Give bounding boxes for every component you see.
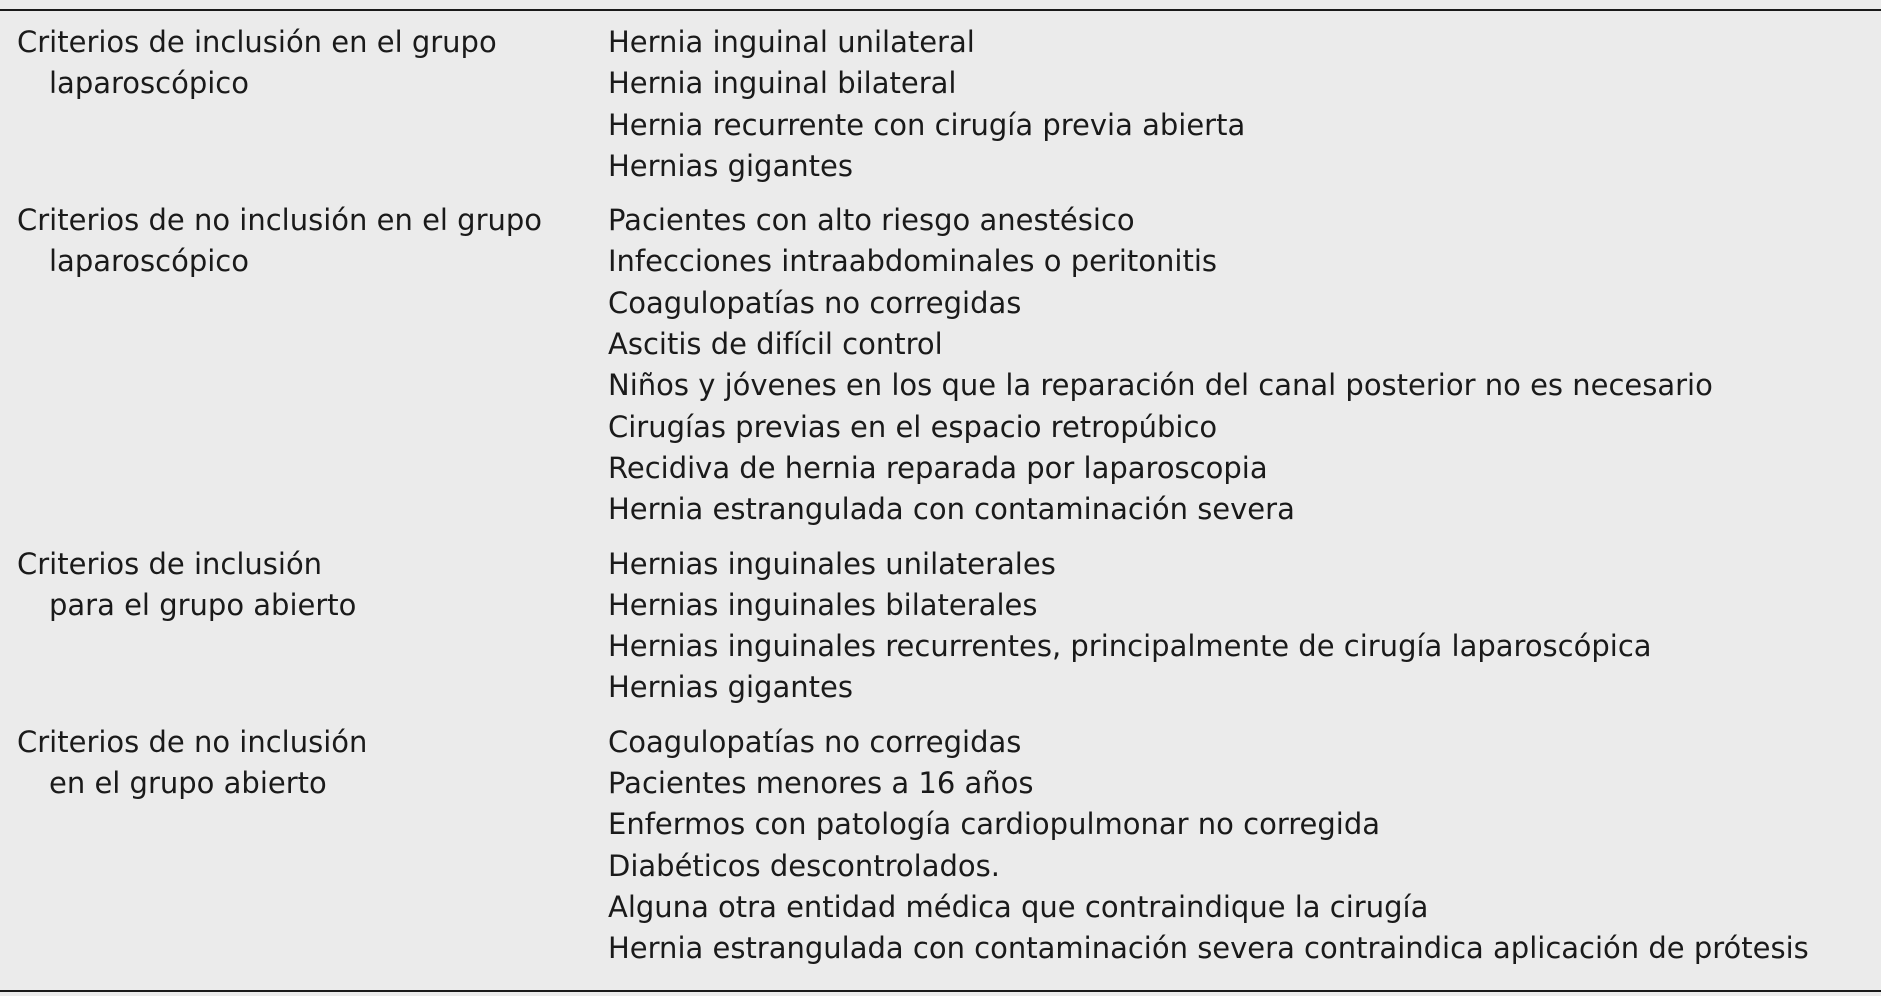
list-item: Pacientes con alto riesgo anestésico (608, 203, 1135, 238)
list-item: Hernias inguinales unilaterales (608, 546, 1056, 581)
category-line: Criterios de inclusión (17, 546, 323, 581)
row-category (0, 544, 592, 709)
list-item: Hernia estrangulada con contaminación severa contraindica aplicación de prótesis (608, 931, 1809, 966)
list-item: Hernia inguinal bilateral (608, 66, 957, 101)
category-line: para el grupo abierto (49, 587, 357, 622)
row-category (0, 722, 592, 970)
category-line: Criterios de no inclusión en el grupo (17, 203, 543, 238)
list-item: Ascitis de difícil control (608, 327, 943, 362)
list-item: Recidiva de hernia reparada por laparoscopia (608, 450, 1268, 485)
list-item: Alguna otra entidad médica que contraindique la cirugía (608, 889, 1429, 924)
category-line: Criterios de no inclusión (17, 724, 368, 759)
list-item: Hernias inguinales recurrentes, principalmente de cirugía laparoscópica (608, 629, 1652, 664)
row-category (0, 200, 592, 530)
category-line: en el grupo abierto (49, 766, 327, 801)
list-item: Niños y jóvenes en los que la reparación del canal posterior no es necesario (608, 368, 1713, 403)
list-item: Hernia inguinal unilateral (608, 25, 975, 59)
list-item: Hernias inguinales bilaterales (608, 587, 1038, 622)
category-line: laparoscópico (49, 244, 249, 279)
list-item: Hernias gigantes (608, 670, 853, 705)
row-items (592, 200, 1881, 530)
table-row (0, 200, 1881, 530)
list-item: Hernia recurrente con cirugía previa abierta (608, 107, 1246, 142)
row-items (592, 722, 1881, 970)
table-row (0, 722, 1881, 970)
row-items (592, 22, 1881, 187)
table-top-rule (0, 9, 1881, 11)
row-items (592, 544, 1881, 709)
table-row (0, 22, 1881, 187)
list-item: Enfermos con patología cardiopulmonar no corregida (608, 807, 1380, 842)
list-item: Hernia estrangulada con contaminación severa (608, 492, 1295, 527)
table-row (0, 544, 1881, 709)
list-item: Cirugías previas en el espacio retropúbico (608, 409, 1218, 444)
list-item: Diabéticos descontrolados. (608, 848, 1000, 883)
list-item: Coagulopatías no corregidas (608, 285, 1022, 320)
list-item: Hernias gigantes (608, 148, 853, 183)
category-line: Criterios de inclusión en el grupo (17, 25, 497, 59)
row-category (0, 22, 592, 187)
category-line: laparoscópico (49, 66, 249, 101)
table-bottom-rule (0, 990, 1881, 992)
list-item: Infecciones intraabdominales o peritonitis (608, 244, 1218, 279)
table-body (0, 22, 1881, 983)
list-item: Pacientes menores a 16 años (608, 766, 1034, 801)
list-item: Coagulopatías no corregidas (608, 724, 1022, 759)
